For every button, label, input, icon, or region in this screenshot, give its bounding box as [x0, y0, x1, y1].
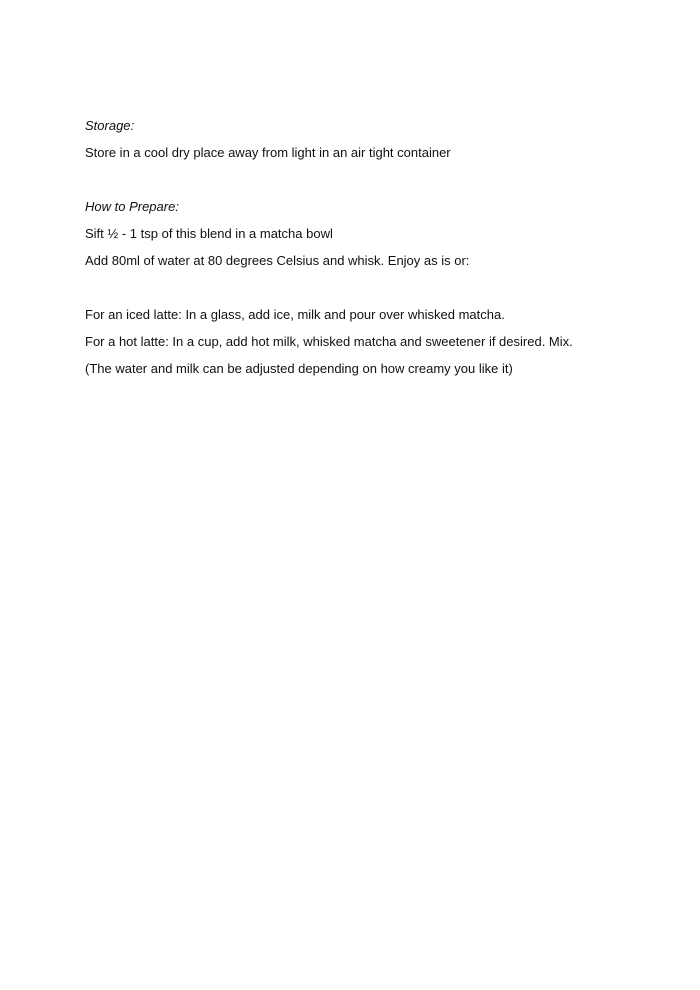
document-body — [85, 112, 665, 382]
iced-latte-instruction: For an iced latte: In a glass, add ice, milk and pour over whisked matcha. — [85, 307, 505, 322]
storage-heading: Storage: — [85, 118, 135, 133]
hot-latte-instruction: For a hot latte: In a cup, add hot milk, whisked matcha and sweetener if desired. Mix. — [85, 334, 573, 349]
spacer — [85, 166, 665, 193]
prepare-heading: How to Prepare: — [85, 199, 179, 214]
spacer — [85, 274, 665, 301]
prepare-step: Sift ½ - 1 tsp of this blend in a matcha bowl — [85, 226, 333, 241]
storage-text: Store in a cool dry place away from light in an air tight container — [85, 145, 451, 160]
adjustment-note: (The water and milk can be adjusted depending on how creamy you like it) — [85, 361, 513, 376]
prepare-step: Add 80ml of water at 80 degrees Celsius and whisk. Enjoy as is or: — [85, 253, 470, 268]
